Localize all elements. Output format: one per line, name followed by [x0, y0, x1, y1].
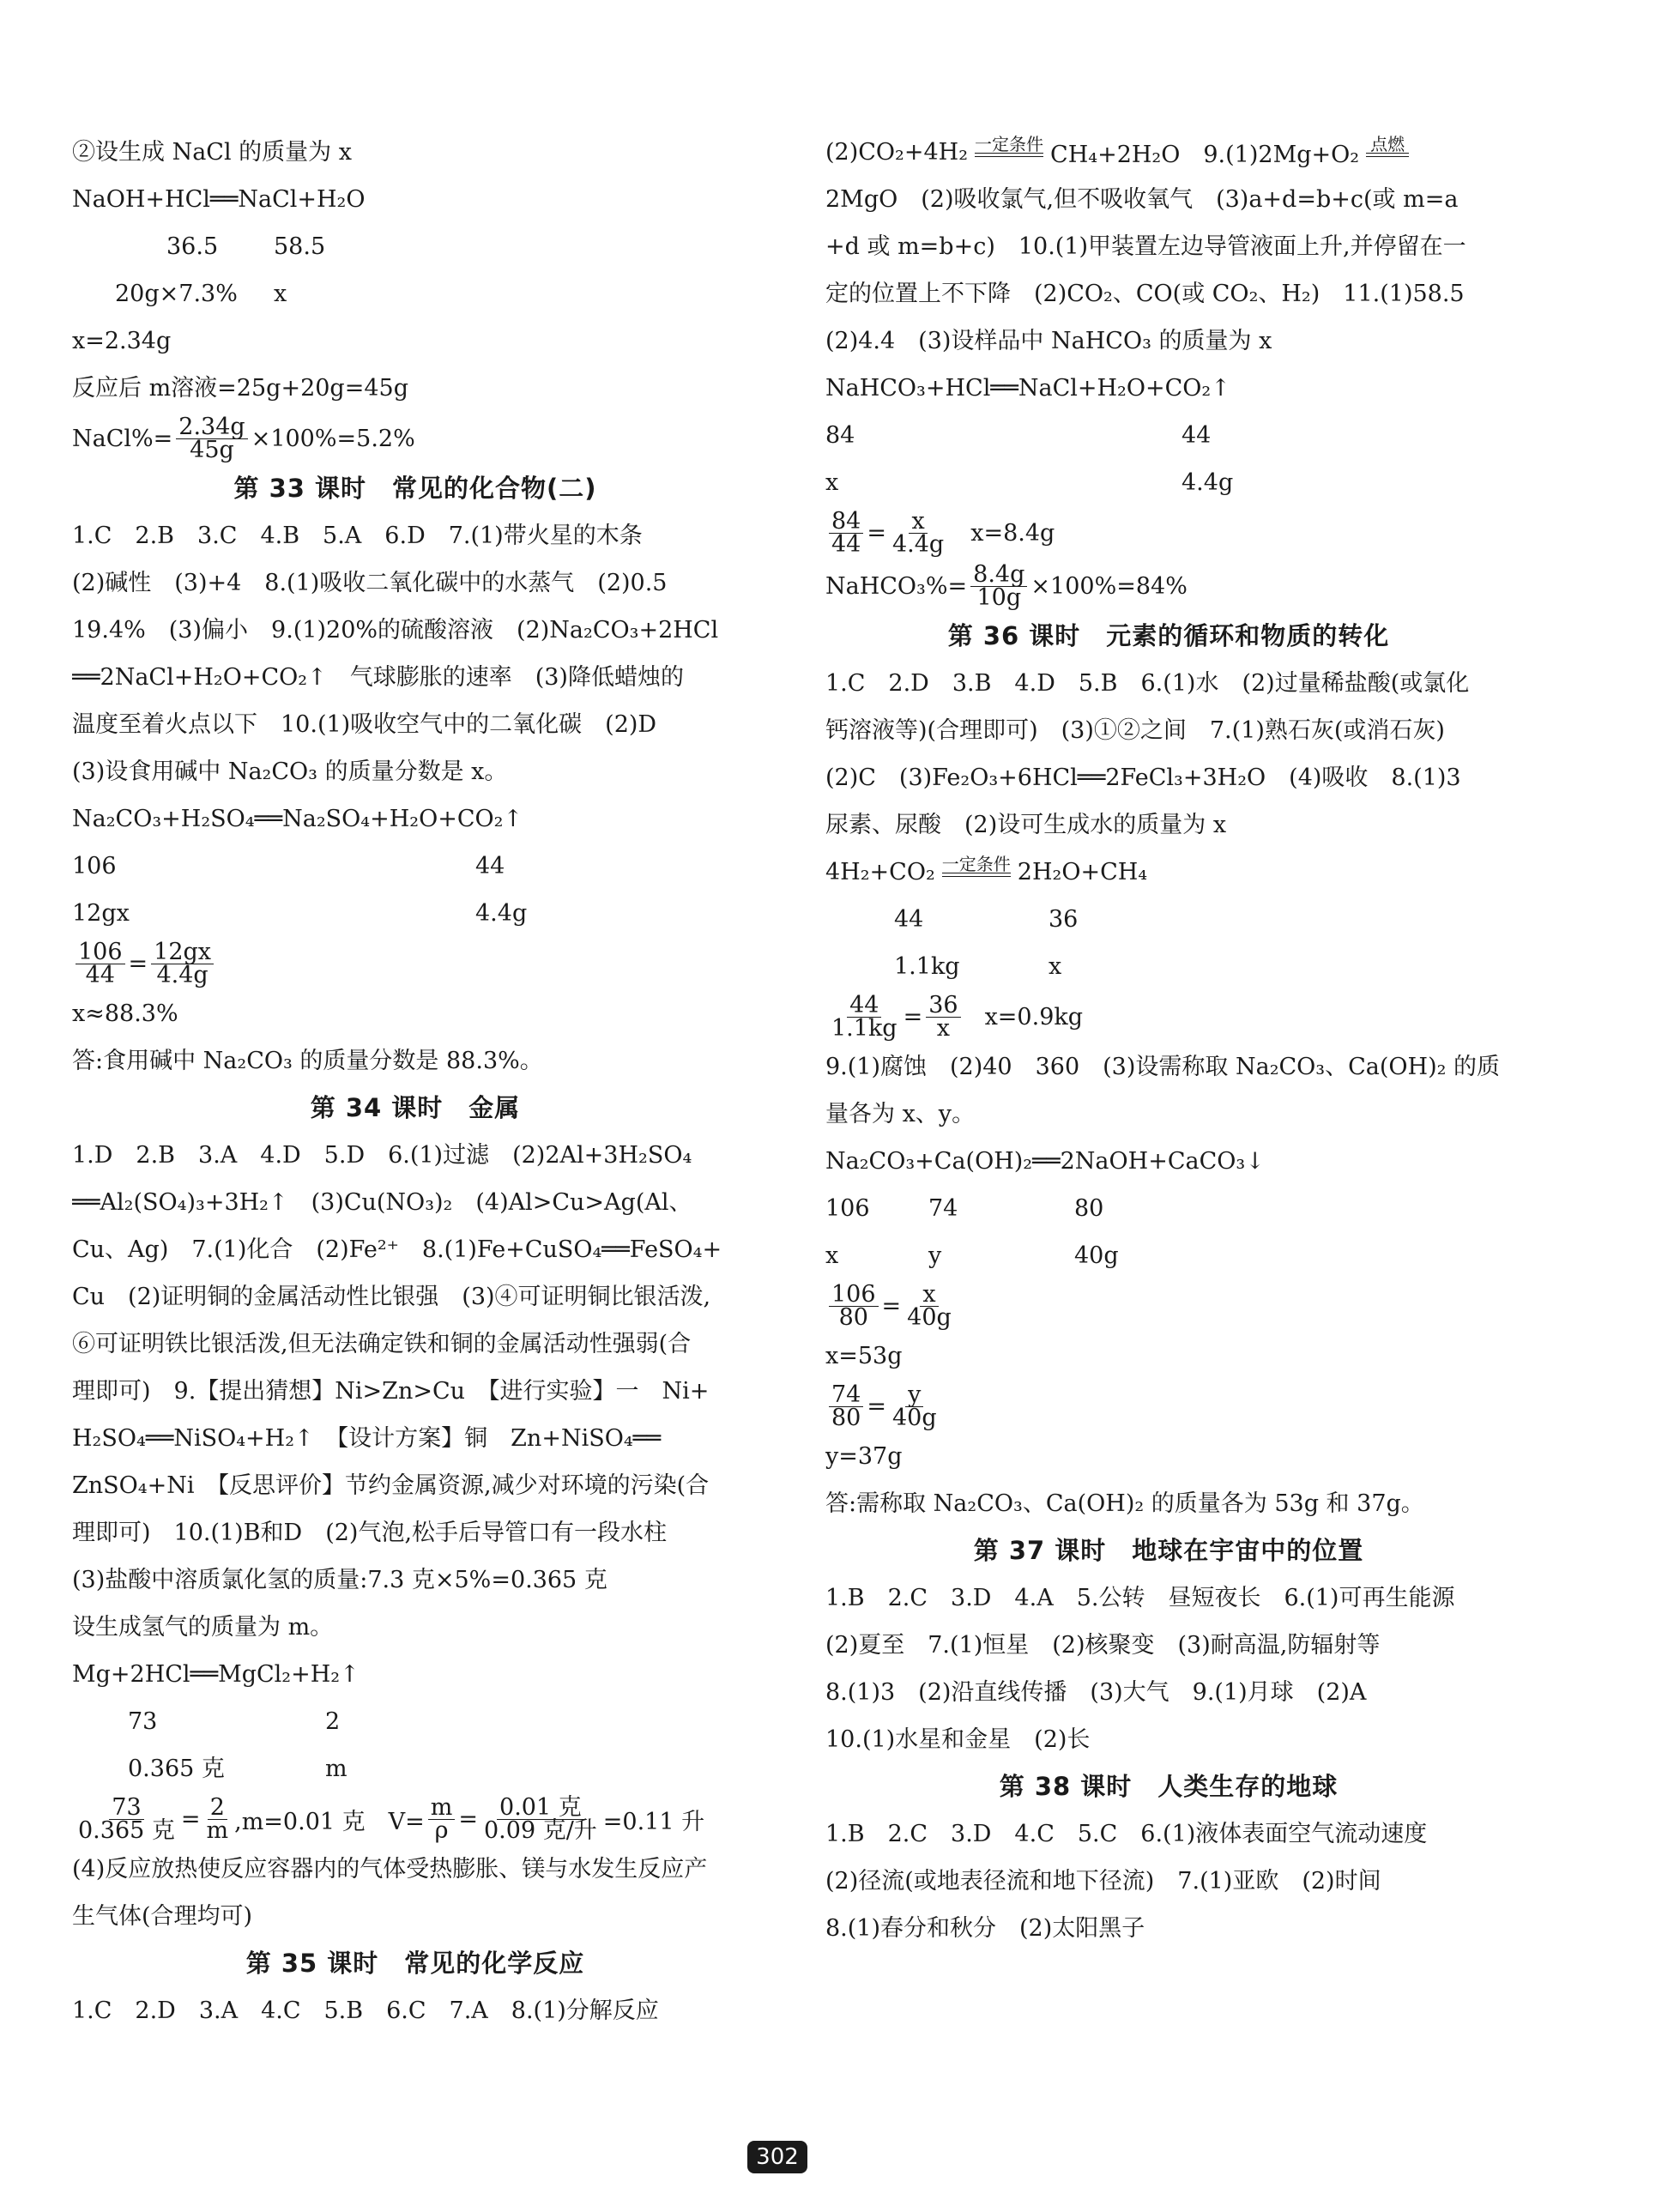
- fraction: [829, 991, 900, 1042]
- value: 84: [825, 422, 855, 449]
- fraction: [76, 1793, 178, 1844]
- denominator: 0.09 克/升: [484, 1816, 597, 1844]
- answer-line: 尿素、尿酸 (2)设可生成水的质量为 x: [825, 812, 1227, 838]
- mass-row: [72, 223, 758, 270]
- numerator: 44: [847, 994, 881, 1018]
- numerator: 2: [208, 1797, 227, 1820]
- mass-row: [72, 843, 758, 890]
- text: NaCl%=: [72, 425, 173, 452]
- numerator: 36: [926, 994, 960, 1018]
- fraction: [481, 1793, 600, 1844]
- fraction: [926, 991, 960, 1042]
- answer-line: 1.B 2.C 3.D 4.A 5.公转 昼短夜长 6.(1)可再生能源: [825, 1585, 1455, 1611]
- fraction: [151, 938, 214, 988]
- text-line: ②设生成 NaCl 的质量为 x: [72, 139, 352, 166]
- text-line: x=2.34g: [72, 328, 172, 354]
- answer-line: y=37g: [825, 1443, 903, 1470]
- mass-row: [825, 459, 1512, 506]
- text: CH₄+2H₂O 9.(1)2Mg+O₂: [1050, 142, 1360, 168]
- numerator: 8.4g: [970, 564, 1027, 587]
- denominator: 1.1kg: [831, 1014, 897, 1042]
- condition: 点燃: [1370, 134, 1405, 154]
- section-heading-37: 第 37 课时 地球在宇宙中的位置: [973, 1536, 1364, 1565]
- answer-line: 设生成氢气的质量为 m。: [72, 1614, 334, 1641]
- text-line: 反应后 m溶液=25g+20g=45g: [72, 375, 408, 402]
- section-heading-38: 第 38 课时 人类生存的地球: [999, 1772, 1339, 1801]
- answer-line: 8.(1)3 (2)沿直线传播 (3)大气 9.(1)月球 (2)A: [825, 1679, 1367, 1706]
- equation: Na₂CO₃+H₂SO₄══Na₂SO₄+H₂O+CO₂↑: [72, 806, 523, 832]
- numerator: y: [905, 1384, 923, 1407]
- fraction: [428, 1793, 456, 1844]
- reaction-arrow: [942, 855, 1011, 889]
- answer-line: 1.D 2.B 3.A 4.D 5.D 6.(1)过滤 (2)2Al+3H₂SO₄: [72, 1142, 692, 1169]
- mass-row: [825, 412, 1512, 459]
- value: 73: [128, 1708, 158, 1735]
- fraction-line: [72, 412, 758, 465]
- answer-line: (2)碱性 (3)+4 8.(1)吸收二氧化碳中的水蒸气 (2)0.5: [72, 570, 668, 596]
- numerator: 2.34g: [176, 416, 247, 439]
- answer-line: (4)反应放热使反应容器内的气体受热膨胀、镁与水发生反应产: [72, 1856, 708, 1883]
- equation: Mg+2HCl══MgCl₂+H₂↑: [72, 1661, 360, 1688]
- numerator: x: [909, 511, 927, 534]
- fraction: [890, 507, 946, 558]
- value: 1.1kg: [894, 953, 960, 980]
- mass-row: [825, 943, 1512, 990]
- answer-line: 8.(1)春分和秋分 (2)太阳黑子: [825, 1915, 1145, 1942]
- denominator: 45g: [190, 436, 234, 463]
- value: y: [928, 1242, 942, 1269]
- numerator: 106: [829, 1284, 879, 1307]
- numerator: m: [428, 1797, 456, 1820]
- fraction-line: $\frac{106}{44}$ = $\frac{12gx}{4.4g}$: [72, 937, 758, 990]
- text: x=0.9kg: [984, 1003, 1084, 1030]
- fraction: [890, 1381, 940, 1431]
- denominator: m: [206, 1816, 229, 1844]
- text: 4H₂+CO₂: [825, 859, 935, 885]
- answer-line: ══2NaCl+H₂O+CO₂↑ 气球膨胀的速率 (3)降低蜡烛的: [72, 664, 684, 691]
- text: (2)CO₂+4H₂: [825, 139, 969, 166]
- denominator: 10g: [976, 583, 1022, 611]
- equation: NaHCO₃+HCl══NaCl+H₂O+CO₂↑: [825, 375, 1230, 402]
- mass-row: [72, 270, 758, 317]
- value: 20g×7.3%: [115, 281, 238, 307]
- fraction: [829, 507, 863, 558]
- value: x: [825, 469, 839, 496]
- denominator: 4.4g: [891, 530, 945, 558]
- mass-row: [72, 1745, 758, 1792]
- value: x: [274, 281, 287, 307]
- value: 106: [825, 1195, 870, 1222]
- text: 2H₂O+CH₄: [1017, 859, 1148, 885]
- section-heading-36: 第 36 课时 元素的循环和物质的转化: [947, 621, 1390, 650]
- answer-line: ══Al₂(SO₄)₃+3H₂↑ (3)Cu(NO₃)₂ (4)Al>Cu>Ag(Al、: [72, 1189, 692, 1216]
- denominator: x: [936, 1014, 951, 1042]
- denominator: 40g: [907, 1303, 952, 1331]
- numerator: 84: [829, 511, 863, 534]
- mass-row: [72, 1698, 758, 1745]
- value: 4.4g: [1182, 469, 1234, 496]
- answer-line: (3)设食用碱中 Na₂CO₃ 的质量分数是 x。: [72, 758, 508, 785]
- left-column: [72, 129, 758, 2034]
- equation: Na₂CO₃+Ca(OH)₂══2NaOH+CaCO₃↓: [825, 1148, 1265, 1175]
- value: 36.5: [166, 233, 219, 260]
- fraction: [904, 1280, 954, 1331]
- answer-line: (2)径流(或地表径流和地下径流) 7.(1)亚欧 (2)时间: [825, 1868, 1381, 1895]
- answer-line: ZnSO₄+Ni 【反思评价】节约金属资源,减少对环境的污染(合: [72, 1472, 710, 1499]
- value: 106: [72, 853, 117, 879]
- value: 58.5: [274, 233, 326, 260]
- answer-line: 生气体(合理均可): [72, 1903, 253, 1930]
- numerator: 0.01 克: [497, 1797, 584, 1820]
- value: 0.365 克: [128, 1756, 225, 1782]
- answer-line: Cu (2)证明铜的金属活动性比银强 (3)④可证明铜比银活泼,: [72, 1284, 711, 1310]
- answer-line: 1.C 2.D 3.A 4.C 5.B 6.C 7.A 8.(1)分解反应: [72, 1997, 659, 2024]
- mass-row: [825, 1185, 1512, 1232]
- numerator: 74: [829, 1384, 863, 1407]
- value: 44: [894, 906, 924, 933]
- answer-line: 答:需称取 Na₂CO₃、Ca(OH)₂ 的质量各为 53g 和 37g。: [825, 1490, 1424, 1517]
- value: x: [1049, 953, 1062, 980]
- answer-line: 9.(1)腐蚀 (2)40 360 (3)设需称取 Na₂CO₃、Ca(OH)₂ 的质: [825, 1054, 1501, 1080]
- section-heading-34: 第 34 课时 金属: [310, 1093, 521, 1122]
- denominator: 4.4g: [156, 961, 209, 988]
- answer-line: (2)夏至 7.(1)恒星 (2)核聚变 (3)耐高温,防辐射等: [825, 1632, 1381, 1659]
- value: m: [325, 1756, 348, 1782]
- fraction: [970, 560, 1027, 611]
- section-heading-33: 第 33 课时 常见的化合物(二): [233, 474, 597, 503]
- denominator: 80: [838, 1303, 868, 1331]
- denominator: 40g: [891, 1404, 937, 1431]
- numerator: 106: [76, 941, 125, 964]
- value: x: [825, 1242, 839, 1269]
- condition: 一定条件: [941, 854, 1011, 874]
- fraction-line: $\frac{84}{44}$ = $\frac{x}{4.4g}$ x=8.4g: [825, 506, 1512, 559]
- answer-line: 2MgO (2)吸收氯气,但不吸收氧气 (3)a+d=b+c(或 m=a: [825, 186, 1459, 213]
- fraction: [76, 938, 125, 988]
- reaction-arrow: [975, 136, 1043, 169]
- condition: 一定条件: [975, 134, 1044, 154]
- answer-line: x≈88.3%: [72, 1000, 178, 1027]
- text: =0.11 升: [602, 1808, 705, 1835]
- value: 12gx: [72, 900, 130, 927]
- answer-line: 理即可) 9.【提出猜想】Ni>Zn>Cu 【进行实验】一 Ni+: [72, 1378, 710, 1405]
- fraction: [204, 1793, 232, 1844]
- answer-line: 1.B 2.C 3.D 4.C 5.C 6.(1)液体表面空气流动速度: [825, 1821, 1428, 1847]
- value: 2: [325, 1708, 341, 1735]
- answer-line: 10.(1)水星和金星 (2)长: [825, 1726, 1091, 1753]
- answer-line: (3)盐酸中溶质氯化氢的质量:7.3 克×5%=0.365 克: [72, 1567, 607, 1593]
- answer-line: 量各为 x、y。: [825, 1101, 976, 1127]
- right-column: [825, 129, 1512, 1952]
- fraction: [829, 1280, 879, 1331]
- answer-line: ⑥可证明铁比银活泼,但无法确定铁和铜的金属活动性强弱(合: [72, 1331, 692, 1357]
- value: 44: [1182, 422, 1212, 449]
- section-heading-35: 第 35 课时 常见的化学反应: [245, 1949, 585, 1978]
- equation: NaOH+HCl══NaCl+H₂O: [72, 186, 366, 213]
- answer-line: 1.C 2.B 3.C 4.B 5.A 6.D 7.(1)带火星的木条: [72, 523, 643, 549]
- answer-line: H₂SO₄══NiSO₄+H₂↑ 【设计方案】铜 Zn+NiSO₄══: [72, 1425, 662, 1452]
- answer-line: 1.C 2.D 3.B 4.D 5.B 6.(1)水 (2)过量稀盐酸(或氯化: [825, 670, 1470, 697]
- denominator: 80: [831, 1404, 861, 1431]
- answer-line: Cu、Ag) 7.(1)化合 (2)Fe²⁺ 8.(1)Fe+CuSO₄══FeSO₄+: [72, 1236, 722, 1263]
- value: 4.4g: [475, 900, 528, 927]
- text: ×100%=5.2%: [251, 425, 415, 452]
- equation: [825, 129, 1512, 176]
- answer-line: (2)4.4 (3)设样品中 NaHCO₃ 的质量为 x: [825, 328, 1272, 354]
- value: 40g: [1074, 1242, 1119, 1269]
- mass-row: [825, 896, 1512, 943]
- answer-line: 理即可) 10.(1)B和D (2)气泡,松手后导管口有一段水柱: [72, 1520, 668, 1546]
- value: 74: [928, 1195, 958, 1222]
- numerator: 73: [109, 1797, 143, 1820]
- answer-line: 定的位置上不下降 (2)CO₂、CO(或 CO₂、H₂) 11.(1)58.5: [825, 281, 1465, 307]
- fraction-line: $\frac{44}{1.1kg}$ = $\frac{36}{x}$ x=0.9kg: [825, 990, 1512, 1043]
- value: 36: [1049, 906, 1079, 933]
- value: 80: [1074, 1195, 1104, 1222]
- fraction-line: $\frac{73}{\text{0.365 克}}$ = $\frac{2}{m}$ ,m=0.01 克 V= $\frac{m}{\rho}$ = $\frac{\text{0.01 克}}{\text{0.09 克/升}}$ =0.11 升: [72, 1792, 758, 1846]
- fraction: [176, 413, 247, 463]
- answer-line: 答:食用碱中 Na₂CO₃ 的质量分数是 88.3%。: [72, 1048, 543, 1074]
- answer-line: 钙溶液等)(合理即可) (3)①②之间 7.(1)熟石灰(或消石灰): [825, 717, 1445, 744]
- denominator: 44: [831, 530, 861, 558]
- denominator: 44: [85, 961, 115, 988]
- page-number: 302: [747, 2141, 807, 2173]
- answer-line: +d 或 m=b+c) 10.(1)甲装置左边导管液面上升,并停留在一: [825, 233, 1466, 260]
- denominator: 0.365 克: [78, 1816, 175, 1844]
- equation: [825, 849, 1512, 896]
- answer-line: (2)C (3)Fe₂O₃+6HCl══2FeCl₃+3H₂O (4)吸收 8.(1)3: [825, 765, 1461, 791]
- denominator: ρ: [434, 1816, 449, 1844]
- fraction: [829, 1381, 863, 1431]
- reaction-arrow: [1366, 136, 1409, 169]
- fraction-line: $\frac{106}{80}$ = $\frac{x}{40g}$: [825, 1279, 1512, 1333]
- answer-line: 19.4% (3)偏小 9.(1)20%的硫酸溶液 (2)Na₂CO₃+2HCl: [72, 617, 719, 644]
- fraction-line: [825, 559, 1512, 613]
- value: 44: [475, 853, 505, 879]
- numerator: 12gx: [151, 941, 214, 964]
- text: ,m=0.01 克 V=: [234, 1808, 425, 1835]
- mass-row: [825, 1232, 1512, 1279]
- text: NaHCO₃%=: [825, 572, 968, 600]
- answer-line: 温度至着火点以下 10.(1)吸收空气中的二氧化碳 (2)D: [72, 711, 657, 738]
- numerator: x: [920, 1284, 938, 1307]
- text: ×100%=84%: [1030, 572, 1188, 600]
- fraction-line: $\frac{74}{80}$ = $\frac{y}{40g}$: [825, 1380, 1512, 1433]
- mass-row: [72, 890, 758, 937]
- text: x=8.4g: [970, 519, 1055, 547]
- answer-line: x=53g: [825, 1343, 903, 1369]
